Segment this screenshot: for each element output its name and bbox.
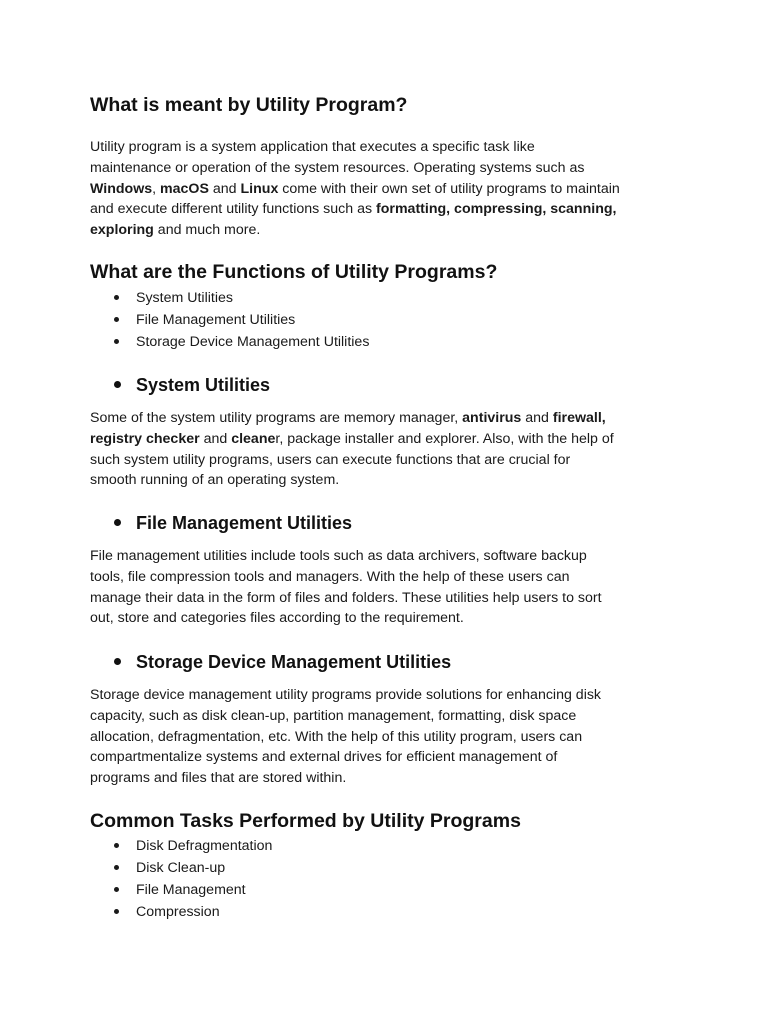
heading-system-utilities <box>90 374 270 396</box>
bullet-icon <box>114 381 121 388</box>
list-item-label: Storage Device Management Utilities <box>136 334 370 350</box>
text-line <box>90 199 690 220</box>
heading-common-tasks: Common Tasks Performed by Utility Programs <box>90 810 521 832</box>
list-item-label: Disk Defragmentation <box>136 838 273 854</box>
bullet-icon <box>114 909 119 914</box>
bold-term: firewall, <box>552 410 606 426</box>
text-line: allocation, defragmentation, etc. With the help of this utility program, users can <box>90 728 583 745</box>
text-line: compartmentalize systems and external drives for efficient management of <box>90 749 558 766</box>
text-fragment: and much more. <box>153 222 261 239</box>
text-line: Storage device management utility programs provide solutions for enhancing disk <box>90 687 602 703</box>
text-line <box>90 179 690 200</box>
text-fragment: and execute different utility functions such as <box>90 201 377 218</box>
list-item <box>90 879 272 901</box>
text-line: smooth running of an operating system. <box>90 472 340 489</box>
text-line: programs and files that are stored within. <box>90 770 347 787</box>
bullet-icon <box>114 865 119 870</box>
heading-text: System Utilities <box>136 375 271 395</box>
bold-term: Windows <box>90 180 153 197</box>
text-line: maintenance or operation of the system resources. Operating systems such as <box>90 159 585 176</box>
text-fragment: r, package installer and explorer. Also, with the help of <box>275 430 614 447</box>
heading-text: File Management Utilities <box>136 513 353 533</box>
list-item-label: File Management <box>136 882 246 898</box>
bullet-icon <box>114 843 119 848</box>
bold-term: macOS <box>160 180 209 197</box>
intro-paragraph <box>90 137 690 241</box>
system-utilities-paragraph <box>90 408 690 491</box>
text-line: Utility program is a system application that executes a specific task like <box>90 139 535 155</box>
bold-term: exploring <box>90 222 154 239</box>
bold-term: registry checker <box>90 430 200 447</box>
text-line: File management utilities include tools such as data archivers, software backup <box>90 548 587 564</box>
list-item-label: File Management Utilities <box>136 312 296 328</box>
text-line <box>90 408 690 429</box>
heading-text: Storage Device Management Utilities <box>136 652 452 672</box>
text-line: such system utility programs, users can execute functions that are crucial for <box>90 451 571 468</box>
bullet-icon <box>114 658 121 665</box>
heading-storage-device-management-utilities <box>90 651 451 673</box>
bullet-icon <box>114 339 119 344</box>
storage-paragraph <box>90 685 690 789</box>
common-tasks-list <box>90 835 272 923</box>
bullet-icon <box>114 295 119 300</box>
text-line <box>90 429 690 450</box>
list-item-label: System Utilities <box>136 290 233 306</box>
text-fragment: and <box>208 180 241 197</box>
bullet-icon <box>114 887 119 892</box>
bold-term: Linux <box>240 180 279 197</box>
bold-term: cleane <box>231 430 276 447</box>
bold-term: formatting, compressing, scanning, <box>376 201 617 218</box>
list-item <box>90 309 369 331</box>
text-fragment: and <box>199 430 232 447</box>
list-item <box>90 835 272 857</box>
heading-what-is-utility-program: What is meant by Utility Program? <box>90 94 408 116</box>
text-line: manage their data in the form of files and folders. These utilities help users to sort <box>90 589 602 606</box>
list-item-label: Compression <box>136 904 220 920</box>
heading-functions-of-utility-programs: What are the Functions of Utility Programs? <box>90 261 498 283</box>
text-line: capacity, such as disk clean-up, partition management, formatting, disk space <box>90 707 577 724</box>
bullet-icon <box>114 317 119 322</box>
list-item <box>90 287 369 309</box>
list-item <box>90 901 272 923</box>
functions-list <box>90 287 369 353</box>
bold-term: antivirus <box>462 410 522 426</box>
bullet-icon <box>114 519 121 526</box>
heading-file-management-utilities <box>90 512 352 534</box>
list-item-label: Disk Clean-up <box>136 860 226 876</box>
text-line: tools, file compression tools and managers. With the help of these users can <box>90 568 570 585</box>
list-item <box>90 331 369 353</box>
text-fragment: Some of the system utility programs are memory manager, <box>90 410 463 426</box>
list-item <box>90 857 272 879</box>
file-management-paragraph <box>90 546 690 629</box>
text-fragment: and <box>521 410 553 426</box>
text-line: out, store and categories files according to the requirement. <box>90 610 464 627</box>
text-line <box>90 220 690 241</box>
text-fragment: , <box>152 180 161 197</box>
text-fragment: come with their own set of utility programs to maintain <box>278 180 620 197</box>
